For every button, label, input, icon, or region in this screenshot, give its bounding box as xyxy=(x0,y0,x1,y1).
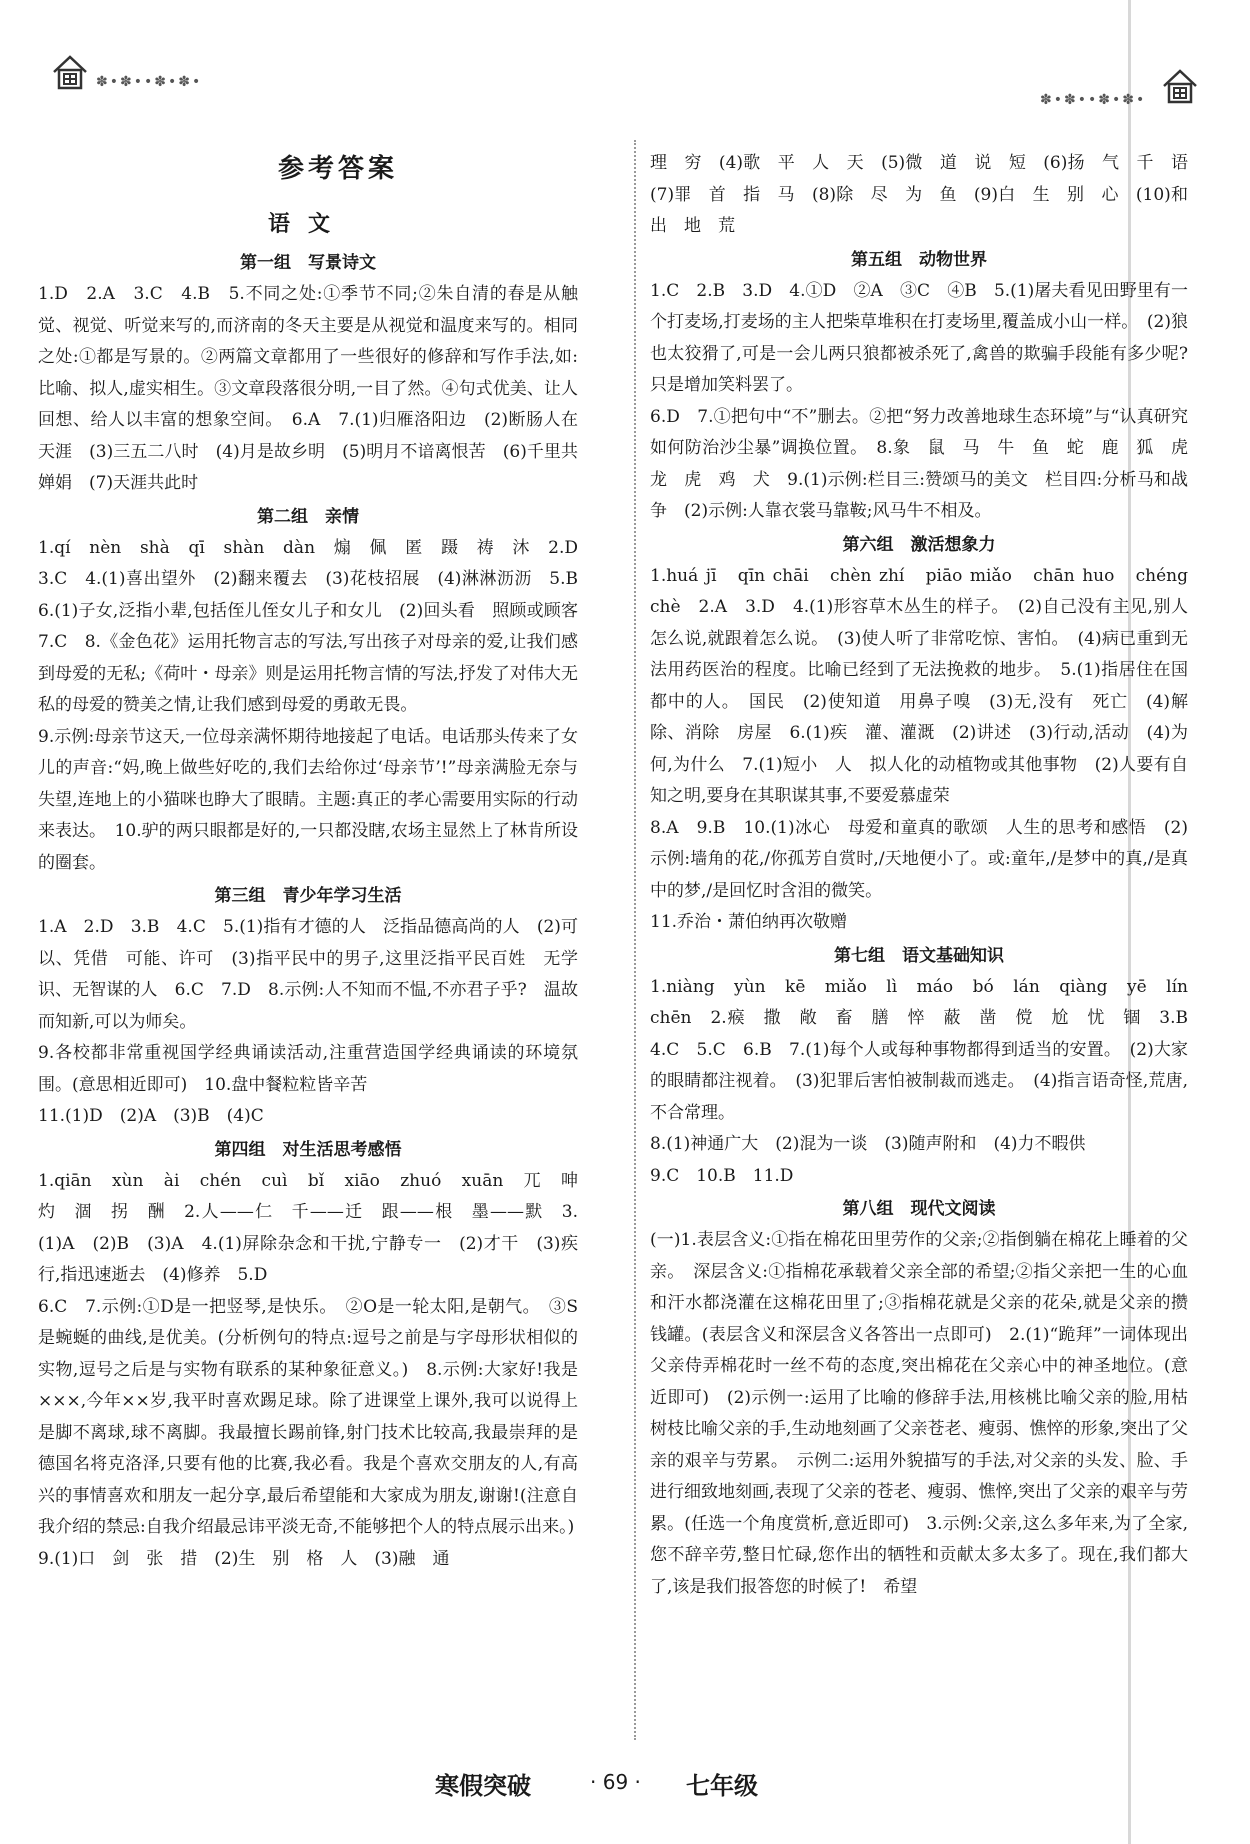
answer-paragraph: 6.C 7.示例:①D是一把竖琴,是快乐。 ②O是一轮太阳,是朝气。 ③S是蜿蜒的曲线,是优美。(分析例句的特点:逗号之前是与字母形状相似的实物,逗号之后是与实物有联系的某种象征意义。) 8.示例:大家好!我是×××,今年××岁,我平时喜欢踢足球。除了进课堂上课外,我可以说得上是脚不离球,球不离脚。我最擅长踢前锋,射门技术比较高,我最崇拜的是德国名将克洛泽,只要有他的比赛,我必看。我是个喜欢交朋友的人,有高兴的事情喜欢和朋友一起分享,最后希望能和大家成为朋友,谢谢!(注意自我介绍的禁忌:自我介绍最忌讳平淡无奇,不能够把个人的特点展示出来。) xyxy=(38,1296,578,1537)
answer-paragraph: 1.C 2.B 3.D 4.①D ②A ③C ④B 5.(1)屠夫看见田野里有一个打麦场,打麦场的主人把柴草堆积在打麦场里,覆盖成小山一样。 (2)狼也太狡猾了,可是一会儿两只狼都被杀死了,禽兽的欺骗手段能有多少呢?只是增加笑料罢了。 xyxy=(650,280,1188,395)
section-heading: 第七组 语文基础知识 xyxy=(834,945,1004,966)
house-icon xyxy=(1160,66,1200,106)
left-column xyxy=(38,148,595,1728)
answer-paragraph: (一)1.表层含义:①指在棉花田里劳作的父亲;②指倒躺在棉花上睡着的父亲。 深层含义:①指棉花承载着父亲全部的希望;②指父亲把一生的心血和汗水都浇灌在这棉花田里了;③指棉花就是父亲的花朵,就是父亲的攒钱罐。(表层含义和深层含义各答出一点即可) 2.(1)“跪拜”一词体现出父亲侍弄棉花时一丝不苟的态度,突出棉花在父亲心中的神圣地位。(意近即可) (2)示例一:运用了比喻的修辞手法,用核桃比喻父亲的脸,用枯树枝比喻父亲的手,生动地刻画了父亲苍老、瘦弱、憔悴的形象,突出了父亲的艰辛与劳累。 示例二:运用外貌描写的手法,对父亲的头发、脸、手进行细致地刻画,表现了父亲的苍老、瘦弱、憔悴,突出了父亲的艰辛与劳累。(任选一个角度赏析,意近即可) 3.示例:父亲,这么多年来,为了全家,您不辞辛劳,整日忙碌,您作出的牺牲和贡献太多太多了。现在,我们都大了,该是我们报答您的时候了! 希望 xyxy=(650,1230,1188,1597)
footer-book-title: 寒假突破 xyxy=(435,1772,531,1800)
page-number: · 69 · xyxy=(590,1770,641,1794)
section-heading: 第三组 青少年学习生活 xyxy=(214,886,402,906)
page-footer xyxy=(0,1766,1250,1806)
answer-paragraph: 1.niàng yùn kē miǎo lì máo bó lán qiàng yē lín chēn 2.瘊 撒 敞 畜 膳 悴 蔽 凿 傥 尬 忧 锢 3.B 4.C 5.C 6.B 7.(1)每个人或每种事物都得到适当的安置。 (2)大家的眼睛都注视着。 (3)犯罪后害怕被制裁而逃走。 (4)指言语奇怪,荒唐,不合常理。 xyxy=(650,976,1205,1123)
answer-paragraph: 1.qí nèn shà qī shàn dàn 煽 佩 匿 蹑 祷 沐 2.D 3.C 4.(1)喜出望外 (2)翻来覆去 (3)花枝招展 (4)淋淋沥沥 5.B 6.(1)子女,泛指小辈,包括侄儿侄女儿子和女儿 (2)回头看 照顾或顾客 7.C 8.《金色花》运用托物言志的写法,写出孩子对母亲的爱,让我们感到母爱的无私;《荷叶・母亲》则是运用托物言情的写法,抒发了对伟大无私的母爱的赞美之情,让我们感到母爱的勇敢无畏。 xyxy=(38,537,595,715)
answer-paragraph: 9.C 10.B 11.D xyxy=(650,1165,794,1186)
answer-paragraph: 11.乔治・萧伯纳再次敬赠 xyxy=(650,912,848,932)
answer-paragraph: 9.示例:母亲节这天,一位母亲满怀期待地接起了电话。电话那头传来了女儿的声音:“妈,晚上做些好吃的,我们去给你过‘母亲节’!”母亲满脸无奈与失望,连地上的小猫咪也睁大了眼睛。主题:真正的孝心需要用实际的行动来表达。 10.驴的两只眼都是好的,一只都没瞎,农场主显然上了林肯所设的圈套。 xyxy=(38,726,578,873)
answer-paragraph: 8.A 9.B 10.(1)冰心 母爱和童真的歌颂 人生的思考和感悟 (2)示例:墙角的花,/你孤芳自赏时,/天地便小了。或:童年,/是梦中的真,/是真中的梦,/是回忆时含泪的微笑。 xyxy=(650,817,1188,901)
answer-paragraph: 理 穷 (4)歌 平 人 天 (5)微 道 说 短 (6)扬 气 千 语 (7)罪 首 指 马 (8)除 尽 为 鱼 (9)白 生 别 心 (10)和 出 地 荒 xyxy=(650,153,1205,236)
answer-paragraph: 11.(1)D (2)A (3)B (4)C xyxy=(38,1106,264,1126)
house-icon xyxy=(50,52,90,92)
answer-paragraph: 1.A 2.D 3.B 4.C 5.(1)指有才德的人 泛指品德高尚的人 (2)可以、凭借 可能、许可 (3)指平民中的男子,这里泛指平民百姓 无学识、无智谋的人 6.C 7.D 8.示例:人不知而不愠,不亦君子乎? 温故而知新,可以为师矣。 xyxy=(38,917,578,1032)
footer-grade: 七年级 xyxy=(686,1772,758,1800)
right-column-body xyxy=(650,148,1205,1603)
column-divider xyxy=(634,140,636,1740)
subject-heading: 语文 xyxy=(267,212,348,237)
answer-paragraph: 1.qiān xùn ài chén cuì bǐ xiāo zhuó xuān 兀 呻 灼 涸 拐 酬 2.人——仁 千——迁 跟——根 墨——默 3.(1)A (2)B (3)A 4.(1)屏除杂念和干扰,宁静专一 (2)才干 (3)疾行,指迅速逝去 (4)修养 5.D xyxy=(38,1170,595,1285)
section-heading: 第四组 对生活思考感悟 xyxy=(214,1139,402,1160)
answer-paragraph: 1.D 2.A 3.C 4.B 5.不同之处:①季节不同;②朱自清的春是从触觉、视觉、听觉来写的,而济南的冬天主要是从视觉和温度来写的。相同之处:①都是写景的。②两篇文章都用了一些很好的修辞和写作手法,如:比喻、拟人,虚实相生。③文章段落很分明,一目了然。④句式优美、让人回想、给人以丰富的想象空间。 6.A 7.(1)归雁洛阳边 (2)断肠人在天涯 (3)三五二八时 (4)月是故乡明 (5)明月不谙离恨苦 (6)千里共婵娟 (7)天涯共此时 xyxy=(38,284,578,493)
section-heading: 第八组 现代文阅读 xyxy=(842,1199,996,1219)
left-column-body xyxy=(38,248,595,1575)
right-column xyxy=(650,148,1205,1728)
answer-paragraph: 9.各校都非常重视国学经典诵读活动,注重营造国学经典诵读的环境氛围。(意思相近即可) 10.盘中餐粒粒皆辛苦 xyxy=(38,1043,578,1095)
answer-paragraph: 6.D 7.①把句中“不”删去。②把“努力改善地球生态环境”与“认真研究如何防治沙尘暴”调换位置。 8.象 鼠 马 牛 鱼 蛇 鹿 狐 虎 龙 虎 鸡 犬 9.(1)示例:栏目三:赞颂马的美文 栏目四:分析马和战争 (2)示例:人靠衣裳马靠鞍;风马牛不相及。 xyxy=(650,406,1205,521)
answer-paragraph: 9.(1)口 剑 张 措 (2)生 别 格 人 (3)融 通 xyxy=(38,1548,450,1569)
section-heading: 第六组 激活想象力 xyxy=(842,534,996,555)
page-title: 参考答案 xyxy=(278,154,399,184)
section-heading: 第二组 亲情 xyxy=(257,506,359,527)
answer-paragraph: 1.huá jī qīn chāi chèn zhí piāo miǎo chān huo chéng chè 2.A 3.D 4.(1)形容草木丛生的样子。 (2)自己没有主见,别人怎么说,就跟着怎么说。 (3)使人听了非常吃惊、害怕。 (4)病已重到无法用药医治的程度。比喻已经到了无法挽救的地步。 5.(1)指居住在国都中的人。 国民 (2)使知道 用鼻子嗅 (3)无,没有 死亡 (4)解除、消除 房屋 6.(1)疾 灌、灌溉 (2)讲述 (3)行动,活动 (4)为何,为什么 7.(1)短小 人 拟人化的动植物或其他事物 (2)人要有自知之明,要身在其职谋其事,不要爱慕虚荣 xyxy=(650,565,1188,806)
section-heading: 第五组 动物世界 xyxy=(851,249,987,270)
decorative-dots: ✽•✽••✽•✽• xyxy=(96,74,203,90)
decorative-dots: ✽•✽••✽•✽• xyxy=(1040,92,1147,108)
answer-paragraph: 8.(1)神通广大 (2)混为一谈 (3)随声附和 (4)力不暇供 xyxy=(650,1134,1086,1154)
section-heading: 第一组 写景诗文 xyxy=(240,253,376,273)
